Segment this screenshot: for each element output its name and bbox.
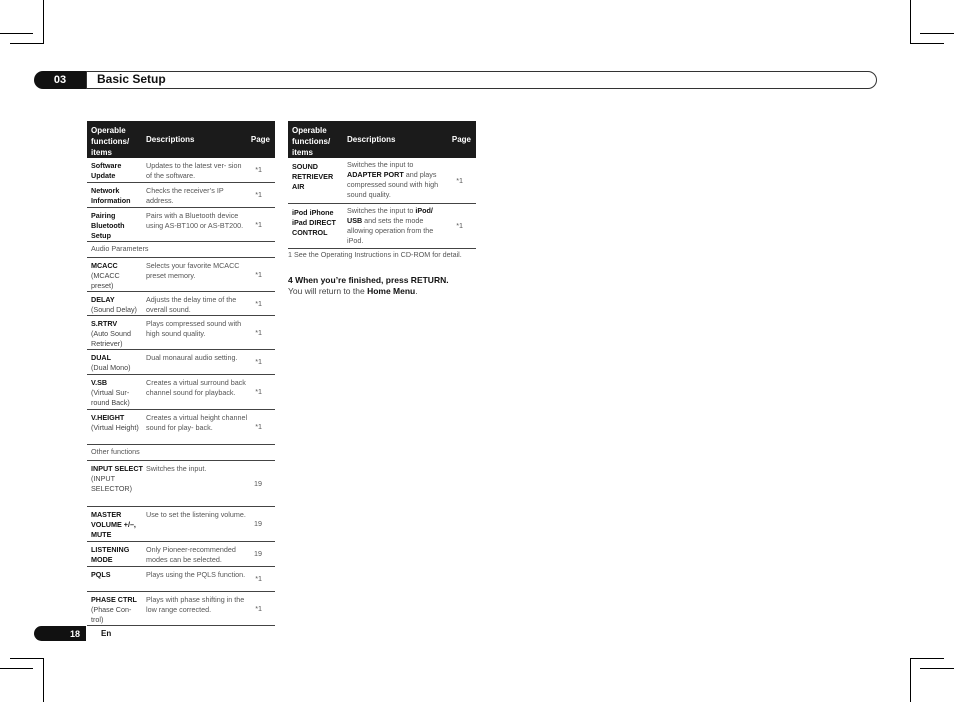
function-description: Dual monaural audio setting.	[146, 353, 238, 362]
function-page: *1	[456, 176, 463, 185]
function-name-bold: LISTENING MODE	[91, 545, 130, 564]
table-row	[87, 410, 275, 445]
function-name	[91, 570, 143, 580]
table-row	[288, 204, 476, 249]
header-functions: Operable functions/ items	[91, 126, 130, 157]
table-row	[87, 375, 275, 410]
function-name-sub: (INPUT SELECTOR)	[91, 474, 133, 493]
function-name	[91, 319, 143, 349]
function-page: *1	[255, 422, 262, 431]
function-name-bold: Pairing Bluetooth Setup	[91, 211, 125, 240]
function-page: *1	[255, 299, 262, 308]
function-name	[91, 595, 143, 625]
function-description: Switches the input.	[146, 464, 207, 473]
function-name	[91, 186, 143, 206]
function-name-sub: (Dual Mono)	[91, 363, 131, 372]
table-section-row	[87, 242, 275, 258]
crop-mark-tl-h2	[10, 43, 44, 44]
function-name-bold: S.RTRV	[91, 319, 118, 328]
function-description: Plays using the PQLS function.	[146, 570, 246, 579]
chapter-number: 03	[34, 71, 86, 89]
table-header	[87, 121, 275, 158]
section-label: Audio Parameters	[91, 244, 149, 253]
function-page: 19	[254, 519, 262, 528]
section-label: Other functions	[91, 447, 140, 456]
function-name	[91, 161, 143, 181]
function-page: *1	[255, 604, 262, 613]
function-description	[347, 160, 449, 200]
functions-table-left	[87, 121, 275, 626]
table-row	[87, 158, 275, 183]
function-description	[347, 206, 449, 246]
function-page: 19	[254, 479, 262, 488]
function-name	[91, 545, 143, 565]
function-name-bold: DELAY	[91, 295, 115, 304]
function-page: *1	[255, 190, 262, 199]
function-name-bold: Software Update	[91, 161, 122, 180]
crop-mark-br-v	[910, 659, 911, 702]
table-row	[87, 208, 275, 242]
table-row	[87, 592, 275, 626]
table-row	[87, 461, 275, 507]
table-row	[87, 542, 275, 567]
function-description: Checks the receiver’s IP address.	[146, 186, 224, 205]
function-name-bold: DUAL	[91, 353, 111, 362]
function-name	[91, 353, 143, 373]
table-row	[87, 183, 275, 208]
header-descriptions: Descriptions	[146, 135, 195, 144]
function-name	[91, 261, 143, 291]
crop-mark-tr-v	[910, 0, 911, 43]
function-name-bold: V.SB	[91, 378, 108, 387]
table-header	[288, 121, 476, 158]
function-name-bold: V.HEIGHT	[91, 413, 125, 422]
function-name-sub: (MCACC preset)	[91, 271, 120, 290]
function-description: Use to set the listening volume.	[146, 510, 246, 519]
step-instruction: 4 When you’re finished, press RETURN.	[288, 275, 449, 285]
table-section-row	[87, 445, 275, 461]
function-page: *1	[255, 387, 262, 396]
function-name-sub: (Sound Delay)	[91, 305, 137, 314]
function-page: *1	[255, 165, 262, 174]
function-name-bold: iPod iPhone iPad DIRECT CONTROL	[292, 208, 336, 237]
function-page: *1	[255, 357, 262, 366]
table-row	[288, 158, 476, 204]
page-number: 18	[34, 626, 86, 641]
header-page: Page	[250, 135, 270, 144]
table-row	[87, 292, 275, 316]
function-name-bold: MASTER VOLUME +/–, MUTE	[91, 510, 136, 539]
crop-mark-br-h	[920, 668, 954, 669]
function-name-bold: Network Information	[91, 186, 131, 205]
function-description: Plays compressed sound with high sound quality.	[146, 319, 242, 338]
header-functions: Operable functions/ items	[292, 126, 331, 157]
table-row	[87, 567, 275, 592]
table-row	[87, 507, 275, 542]
chapter-title: Basic Setup	[97, 72, 166, 86]
table-row	[87, 258, 275, 292]
header-bar	[86, 71, 877, 89]
function-description: Pairs with a Bluetooth device using AS-BT100 or AS-BT200.	[146, 211, 244, 230]
function-name-sub: (Auto Sound Retriever)	[91, 329, 131, 348]
description-text: Switches the input to	[347, 160, 414, 169]
function-description: Only Pioneer-recommended modes can be selected.	[146, 545, 236, 564]
function-description: Updates to the latest ver- sion of the software.	[146, 161, 242, 180]
function-description: Selects your favorite MCACC preset memory.	[146, 261, 240, 280]
function-name	[91, 510, 143, 540]
crop-mark-tr-h	[920, 33, 954, 34]
function-page: *1	[255, 270, 262, 279]
function-name	[292, 208, 344, 238]
function-name-sub: (Virtual Height)	[91, 423, 139, 432]
function-page: *1	[255, 220, 262, 229]
description-bold: iPod/ USB	[347, 206, 433, 225]
function-name	[91, 295, 143, 315]
crop-mark-tr-h2	[910, 43, 944, 44]
table-row	[87, 316, 275, 350]
crop-mark-tl-h	[0, 33, 33, 34]
function-description: Creates a virtual surround back channel sound for playback.	[146, 378, 246, 397]
functions-table-right	[288, 121, 476, 249]
function-page: *1	[255, 574, 262, 583]
function-name	[91, 413, 143, 433]
function-name	[91, 464, 143, 494]
function-page: *1	[456, 221, 463, 230]
description-text: and plays compressed sound with high sound quality.	[347, 170, 439, 199]
function-page: *1	[255, 328, 262, 337]
function-name-bold: SOUND RETRIEVER AIR	[292, 162, 334, 191]
function-name-bold: PHASE CTRL	[91, 595, 137, 604]
step-result: You will return to the Home Menu.	[288, 286, 418, 296]
function-description: Adjusts the delay time of the overall sound.	[146, 295, 237, 314]
crop-mark-bl-v	[43, 659, 44, 702]
function-name-bold: PQLS	[91, 570, 111, 579]
description-text: Switches the input to	[347, 206, 416, 215]
function-name-bold: MCACC	[91, 261, 118, 270]
header-descriptions: Descriptions	[347, 135, 396, 144]
function-name-sub: (Phase Con- trol)	[91, 605, 132, 624]
crop-mark-bl-h2	[10, 658, 44, 659]
table-row	[87, 350, 275, 375]
footnote: 1 See the Operating Instructions in CD-ROM for detail.	[288, 250, 462, 259]
function-name	[91, 378, 143, 408]
crop-mark-br-h2	[910, 658, 944, 659]
header-page: Page	[451, 135, 471, 144]
page-language: En	[101, 629, 112, 638]
crop-mark-bl-h	[0, 668, 33, 669]
function-page: 19	[254, 549, 262, 558]
function-name-bold: INPUT SELECT	[91, 464, 143, 473]
function-name	[91, 211, 143, 241]
description-bold: ADAPTER PORT	[347, 170, 404, 179]
function-name-sub: (Virtual Sur- round Back)	[91, 388, 130, 407]
crop-mark-tl-v	[43, 0, 44, 43]
function-description: Creates a virtual height channel sound for play- back.	[146, 413, 248, 432]
function-name	[292, 162, 344, 192]
description-text: and sets the mode allowing operation from the iPod.	[347, 216, 434, 245]
function-description: Plays with phase shifting in the low range corrected.	[146, 595, 245, 614]
